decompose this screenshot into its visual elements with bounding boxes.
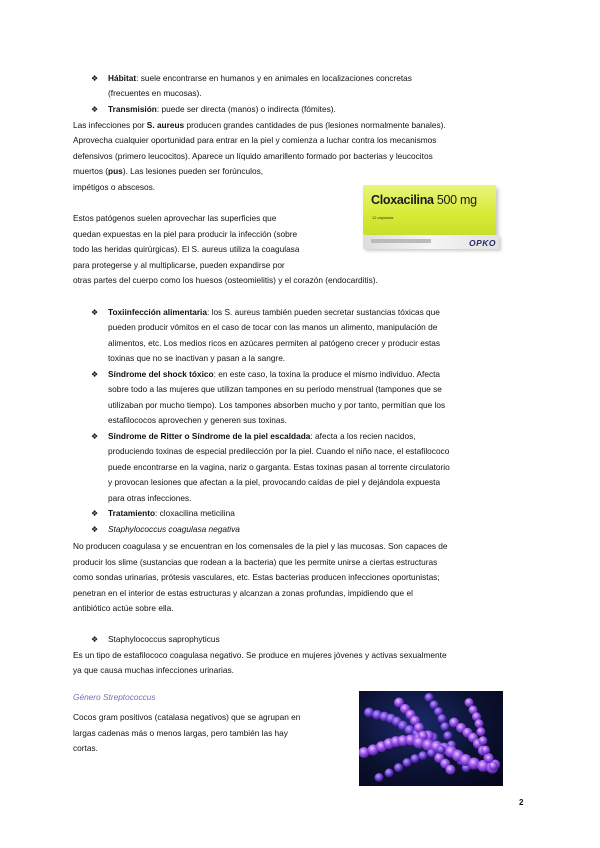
bullet-ritter: Síndrome de Ritter o Síndrome de la piel escaldada: afecta a los recien nacidos, [108, 431, 416, 441]
bullet-icon: ❖ [91, 308, 99, 317]
bullet-shock-toxico: Síndrome del shock tóxico: en este caso, la toxina la produce el mismo individuo. Afecta [108, 369, 441, 379]
text-line: producir los slime (sustancias que rodean a la bacteria) que les permite unirse a ciertas estructuras [73, 557, 438, 567]
text-line: estafilococos aprovechen y generen sus toxinas. [108, 415, 287, 425]
text-line: (frecuentes en mucosas). [108, 88, 202, 98]
bullet-icon: ❖ [91, 105, 99, 114]
coccus-cell [445, 765, 455, 775]
text-line: quedan expuestas en la piel para producir la infección (sobre [73, 229, 298, 239]
coccus-cell [410, 754, 419, 763]
streptococcus-image [359, 691, 503, 786]
text-line: defensivos (primero leucocitos). Aparece un líquido amarillento formado por bacterias y leucocitos [73, 151, 433, 161]
text-line: muertos (pus). Las lesiones pueden ser forúnculos, [73, 166, 264, 176]
text-line: largas cadenas más o menos largas, pero también las hay [73, 728, 288, 738]
text-line: para protegerse y al multiplicarse, pueden expandirse por [73, 260, 285, 270]
text-line: y provocan lesiones que afectan a la piel, provocando caídas de piel y dejándola expuesta [108, 477, 441, 487]
box-face [363, 185, 496, 235]
text-line: puede encontrarse en la vagina, nariz o garganta. Estas toxinas pasan al torrente circulatorio [108, 462, 450, 472]
coccus-cell [481, 745, 490, 754]
coccus-cell [476, 727, 485, 736]
capsule-count: 12 cápsulas [372, 215, 394, 220]
page-number: 2 [519, 798, 524, 807]
bullet-habitat: Hábitat: suele encontrarse en humanos y en animales en localizaciones concretas [108, 73, 412, 83]
text-line: penetran en el interior de estas estructuras y alcanzan a zonas profundas, impidiendo que el [73, 588, 413, 598]
bullet-icon: ❖ [91, 525, 99, 534]
brand-logo: OPKO [468, 238, 496, 248]
text-line: toxinas que no se inactivan y pasan a la sangre. [108, 353, 286, 363]
bullet-tratamiento: Tratamiento: cloxacilina meticilina [108, 508, 235, 518]
text-line: alimentos, etc. Los medios ricos en azúcares permiten al patógeno crecer y producir estas [108, 338, 441, 348]
bullet-transmision: Transmisión: puede ser directa (manos) o indirecta (fómites). [108, 104, 336, 114]
box-stripe [371, 239, 431, 243]
coccus-cell [394, 763, 403, 772]
drug-name: Cloxacilina 500 mg [371, 193, 477, 207]
streptococcus-chains-illustration [359, 691, 503, 786]
text-line: Es un tipo de estafilococo coagulasa negativo. Se produce en mujeres jóvenes y activas sexualmente [73, 650, 447, 660]
text-line: No producen coagulasa y se encuentran en los comensales de la piel y las mucosas. Son capaces de [73, 541, 448, 551]
coccus-cell [375, 773, 384, 782]
cloxacilina-box-image [363, 183, 502, 254]
text-line: produciendo toxinas de especial predilección por la piel. Cuando el niño nace, el estafilococo [108, 446, 450, 456]
bullet-coagulasa-negativa: Staphylococcus coagulasa negativa [108, 524, 240, 534]
bullet-toxiinfeccion: Toxiinfección alimentaria: los S. aureus también pueden secretar sustancias tóxicas que [108, 307, 440, 317]
text-line: como sondas urinarias, prótesis vasculares, etc. Estas bacterias producen infecciones oportunistas; [73, 572, 440, 582]
coccus-cell [418, 751, 427, 760]
text-line: impétigos o abscesos. [73, 182, 156, 192]
coccus-cell [478, 736, 487, 745]
bullet-icon: ❖ [91, 509, 99, 518]
coccus-cell [403, 758, 412, 767]
coccus-cell [427, 748, 436, 757]
section-heading: Género Streptococcus [73, 692, 156, 702]
bullet-icon: ❖ [91, 370, 99, 379]
text-line: todo las heridas quirúrgicas). El S. aureus utiliza la coagulasa [73, 244, 300, 254]
text-line: utilizaban por mucho tiempo). Los tampones absorben mucho y por tanto, permitían que los [108, 400, 446, 410]
bullet-icon: ❖ [91, 74, 99, 83]
text-line: Aprovecha cualquier oportunidad para entrar en la piel y comienza a luchar contra los mecanismos [73, 135, 437, 145]
coccus-cell [437, 745, 446, 754]
text-line: sobre todo a las mujeres que utilizan tampones en su periodo menstrual (tampones que se [108, 384, 442, 394]
coccus-cell [489, 761, 498, 770]
coccus-cell [440, 722, 449, 731]
text-line: antibiótico actúe sobre ella. [73, 603, 174, 613]
text-line: Cocos gram positivos (catalasa negativos) que se agrupan en [73, 712, 301, 722]
text-line: Estos patógenos suelen aprovechar las superficies que [73, 213, 277, 223]
coccus-cell [425, 693, 434, 702]
coccus-cell [438, 714, 447, 723]
text-line: Las infecciones por S. aureus producen grandes cantidades de pus (lesiones normalmente banales). [73, 120, 446, 130]
coccus-cell [475, 719, 484, 728]
bullet-icon: ❖ [91, 635, 99, 644]
coccus-cell [443, 731, 452, 740]
bullet-saprophyticus: Staphylococcus saprophyticus [108, 634, 220, 644]
text-line: para otras infecciones. [108, 493, 192, 503]
bullet-icon: ❖ [91, 432, 99, 441]
coccus-cell [385, 768, 394, 777]
text-line: cortas. [73, 743, 98, 753]
text-line: pueden producir vómitos en el caso de tocar con las manos un alimento, manipulación de [108, 322, 438, 332]
text-line: ya que causa muchas infecciones urinarias. [73, 665, 234, 675]
text-line: otras partes del cuerpo como los huesos (osteomielitis) y el corazón (endocarditis). [73, 275, 378, 285]
